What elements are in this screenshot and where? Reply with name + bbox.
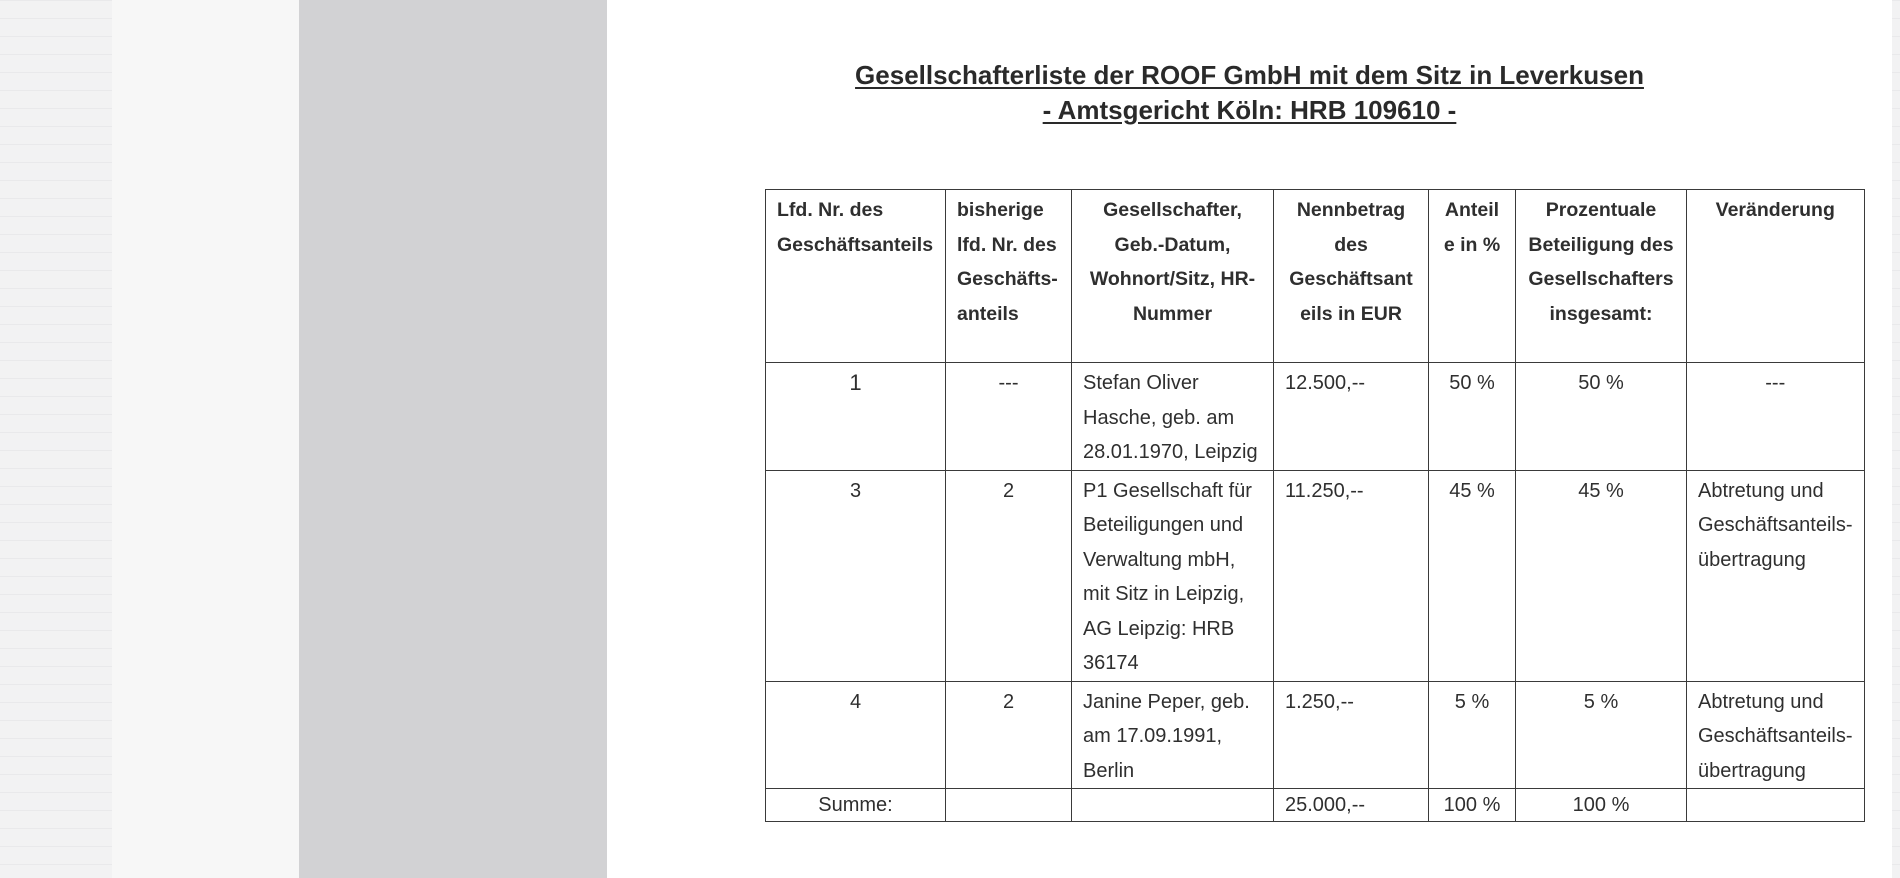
table-row (766, 363, 1865, 471)
header-cell: bisherige lfd. Nr. des Geschäfts- anteils (946, 190, 1072, 363)
table-cell (1072, 789, 1274, 822)
table-sum-row (766, 789, 1865, 822)
table-cell: 4 (766, 681, 946, 789)
sum-label: Summe: (766, 789, 946, 822)
title-line-2: - Amtsgericht Köln: HRB 109610 - (1042, 95, 1457, 125)
table-row (766, 470, 1865, 681)
workspace-background-left (0, 0, 112, 878)
document-title (607, 58, 1892, 128)
table-cell: Janine Peper, geb. am 17.09.1991, Berlin (1072, 681, 1274, 789)
document-page (607, 0, 1892, 878)
table-cell: 12.500,-- (1274, 363, 1429, 471)
sum-amount: 25.000,-- (1274, 789, 1429, 822)
table-cell: 2 (946, 681, 1072, 789)
table-cell: 3 (766, 470, 946, 681)
table-cell (946, 789, 1072, 822)
table-cell: Abtretung und Geschäftsanteils- übertragung (1687, 681, 1865, 789)
table-cell: 1.250,-- (1274, 681, 1429, 789)
table-cell: Stefan Oliver Hasche, geb. am 28.01.1970, Leipzig (1072, 363, 1274, 471)
header-cell: Anteil e in % (1429, 190, 1516, 363)
sum-share: 100 % (1429, 789, 1516, 822)
table-cell: 2 (946, 470, 1072, 681)
header-cell: Prozentuale Beteiligung des Gesellschafters insgesamt: (1516, 190, 1687, 363)
table-cell: 50 % (1516, 363, 1687, 471)
table-cell: 45 % (1429, 470, 1516, 681)
table-row (766, 681, 1865, 789)
table-cell: 5 % (1429, 681, 1516, 789)
table-header-row (766, 190, 1865, 363)
table-cell: --- (1687, 363, 1865, 471)
table-cell: 5 % (1516, 681, 1687, 789)
sum-percentage: 100 % (1516, 789, 1687, 822)
header-cell: Nennbetrag des Geschäftsant eils in EUR (1274, 190, 1429, 363)
page-margin-band (299, 0, 1853, 878)
title-line-1: Gesellschafterliste der ROOF GmbH mit dem Sitz in Leverkusen (855, 60, 1644, 90)
table-cell: --- (946, 363, 1072, 471)
header-cell: Lfd. Nr. des Geschäftsanteils (766, 190, 946, 363)
table-cell: 45 % (1516, 470, 1687, 681)
table-cell: 1 (766, 363, 946, 471)
header-cell: Gesellschafter, Geb.-Datum, Wohnort/Sitz, HR- Nummer (1072, 190, 1274, 363)
table-cell: Abtretung und Geschäftsanteils- übertragung (1687, 470, 1865, 681)
table-cell: P1 Gesellschaft für Beteiligungen und Verwaltung mbH, mit Sitz in Leipzig, AG Leipzig: HRB 36174 (1072, 470, 1274, 681)
table-cell: 11.250,-- (1274, 470, 1429, 681)
table-cell (1687, 789, 1865, 822)
table-cell: 50 % (1429, 363, 1516, 471)
header-cell: Veränderung (1687, 190, 1865, 363)
document-viewer[interactable] (112, 0, 1853, 878)
shareholder-table (765, 189, 1865, 822)
